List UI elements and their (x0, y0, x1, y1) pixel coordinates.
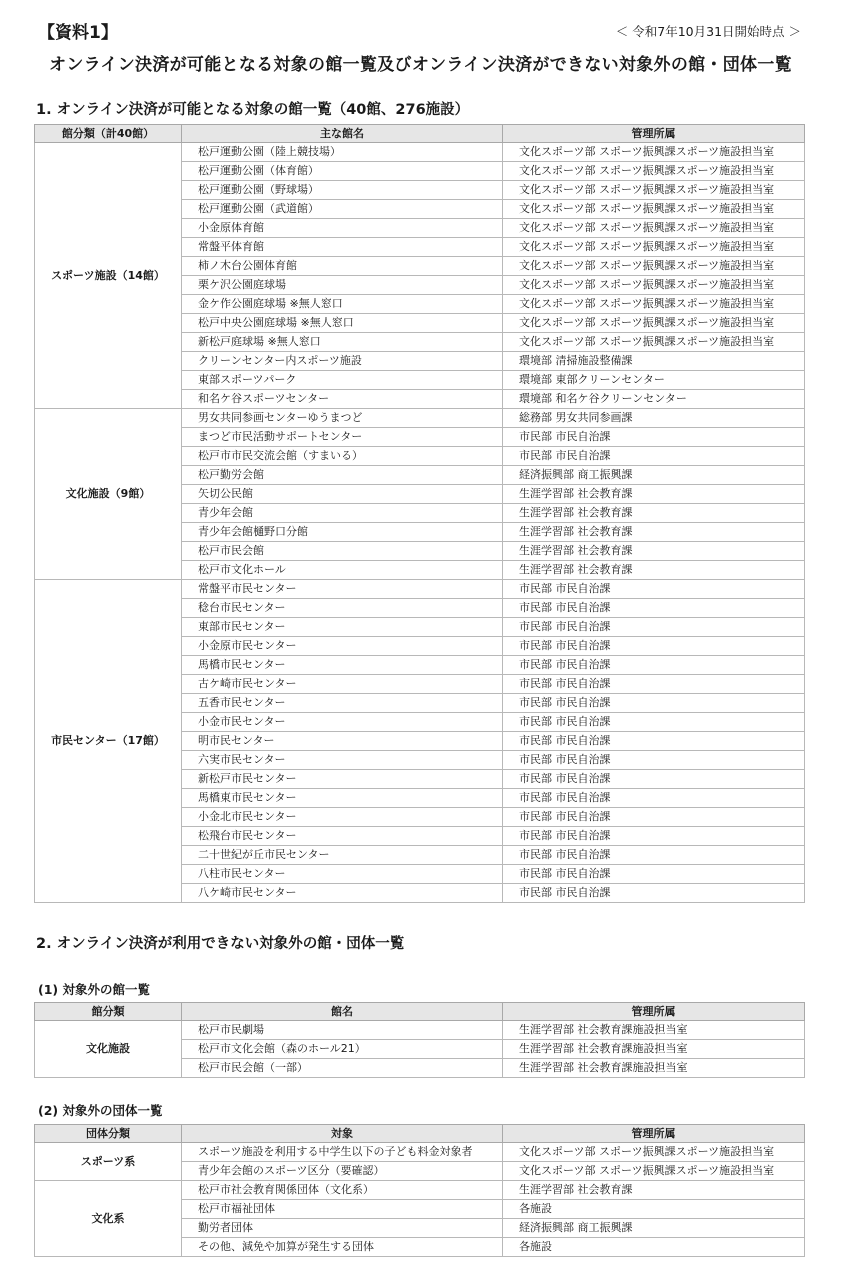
name-cell: 松戸市市民交流会館（すまいる） (182, 447, 503, 466)
name-cell: 青少年会館のスポーツ区分（要確認） (182, 1162, 503, 1181)
department-cell: 市民部 市民自治課 (503, 713, 805, 732)
department-cell: 文化スポーツ部 スポーツ振興課スポーツ施設担当室 (503, 238, 805, 257)
category-cell: 文化施設（9館） (35, 409, 182, 580)
department-cell: 文化スポーツ部 スポーツ振興課スポーツ施設担当室 (503, 276, 805, 295)
table-header-row (35, 1125, 805, 1143)
name-cell: まつど市民活動サポートセンター (182, 428, 503, 447)
category-cell: 文化系 (35, 1181, 182, 1257)
name-cell: 金ケ作公園庭球場 ※無人窓口 (182, 295, 503, 314)
department-cell: 市民部 市民自治課 (503, 656, 805, 675)
department-cell: 生涯学習部 社会教育課施設担当室 (503, 1021, 805, 1040)
name-cell: 二十世紀が丘市民センター (182, 846, 503, 865)
name-cell: 六実市民センター (182, 751, 503, 770)
department-cell: 各施設 (503, 1200, 805, 1219)
name-cell: 新松戸庭球場 ※無人窓口 (182, 333, 503, 352)
table-row (35, 409, 805, 428)
column-header: 管理所属 (503, 1003, 805, 1021)
department-cell: 生涯学習部 社会教育課 (503, 561, 805, 580)
name-cell: 松戸市文化ホール (182, 561, 503, 580)
department-cell: 生涯学習部 社会教育課 (503, 504, 805, 523)
name-cell: 和名ケ谷スポーツセンター (182, 390, 503, 409)
department-cell: 生涯学習部 社会教育課 (503, 485, 805, 504)
name-cell: 松戸市民劇場 (182, 1021, 503, 1040)
name-cell: 松戸運動公園（体育館） (182, 162, 503, 181)
category-cell: 市民センター（17館） (35, 580, 182, 903)
category-cell: スポーツ施設（14館） (35, 143, 182, 409)
name-cell: 松戸運動公園（陸上競技場） (182, 143, 503, 162)
name-cell: 松戸市民会館（一部） (182, 1059, 503, 1078)
department-cell: 生涯学習部 社会教育課施設担当室 (503, 1059, 805, 1078)
department-cell: 生涯学習部 社会教育課 (503, 1181, 805, 1200)
table-row (35, 143, 805, 162)
column-header: 主な館名 (182, 125, 503, 143)
department-cell: 文化スポーツ部 スポーツ振興課スポーツ施設担当室 (503, 181, 805, 200)
subsection-2-title: (2) 対象外の団体一覧 (38, 1103, 163, 1118)
department-cell: 市民部 市民自治課 (503, 732, 805, 751)
department-cell: 市民部 市民自治課 (503, 751, 805, 770)
name-cell: 五香市民センター (182, 694, 503, 713)
page-title: オンライン決済が可能となる対象の館一覧及びオンライン決済ができない対象外の館・団体一覧 (49, 55, 792, 75)
department-cell: 文化スポーツ部 スポーツ振興課スポーツ施設担当室 (503, 295, 805, 314)
department-cell: 市民部 市民自治課 (503, 580, 805, 599)
eligible-facilities-table (34, 124, 805, 903)
column-header: 館分類（計40館） (35, 125, 182, 143)
department-cell: 市民部 市民自治課 (503, 637, 805, 656)
document-label: 【資料1】 (38, 23, 118, 43)
department-cell: 環境部 和名ケ谷クリーンセンター (503, 390, 805, 409)
name-cell: 常盤平市民センター (182, 580, 503, 599)
name-cell: 稔台市民センター (182, 599, 503, 618)
table-row (35, 1143, 805, 1162)
section-1-title: 1. オンライン決済が可能となる対象の館一覧（40館、276施設） (36, 102, 470, 118)
department-cell: 文化スポーツ部 スポーツ振興課スポーツ施設担当室 (503, 333, 805, 352)
table-header-row (35, 125, 805, 143)
department-cell: 経済振興部 商工振興課 (503, 466, 805, 485)
name-cell: 柿ノ木台公園体育館 (182, 257, 503, 276)
column-header: 館分類 (35, 1003, 182, 1021)
name-cell: スポーツ施設を利用する中学生以下の子ども料金対象者 (182, 1143, 503, 1162)
department-cell: 文化スポーツ部 スポーツ振興課スポーツ施設担当室 (503, 314, 805, 333)
name-cell: 八柱市民センター (182, 865, 503, 884)
name-cell: 松戸中央公園庭球場 ※無人窓口 (182, 314, 503, 333)
name-cell: 八ケ崎市民センター (182, 884, 503, 903)
department-cell: 経済振興部 商工振興課 (503, 1219, 805, 1238)
name-cell: 松飛台市民センター (182, 827, 503, 846)
excluded-groups-table (34, 1124, 805, 1257)
name-cell: 松戸運動公園（野球場） (182, 181, 503, 200)
department-cell: 環境部 東部クリーンセンター (503, 371, 805, 390)
name-cell: 松戸勤労会館 (182, 466, 503, 485)
department-cell: 生涯学習部 社会教育課施設担当室 (503, 1040, 805, 1059)
department-cell: 文化スポーツ部 スポーツ振興課スポーツ施設担当室 (503, 143, 805, 162)
name-cell: 青少年会館 (182, 504, 503, 523)
category-cell: スポーツ系 (35, 1143, 182, 1181)
department-cell: 各施設 (503, 1238, 805, 1257)
name-cell: 東部市民センター (182, 618, 503, 637)
name-cell: 松戸市民会館 (182, 542, 503, 561)
department-cell: 市民部 市民自治課 (503, 447, 805, 466)
department-cell: 市民部 市民自治課 (503, 618, 805, 637)
name-cell: 馬橋市民センター (182, 656, 503, 675)
column-header: 管理所属 (503, 1125, 805, 1143)
excluded-facilities-table (34, 1002, 805, 1078)
column-header: 対象 (182, 1125, 503, 1143)
name-cell: 松戸運動公園（武道館） (182, 200, 503, 219)
department-cell: 市民部 市民自治課 (503, 846, 805, 865)
name-cell: 明市民センター (182, 732, 503, 751)
name-cell: 常盤平体育館 (182, 238, 503, 257)
table-row (35, 1181, 805, 1200)
department-cell: 文化スポーツ部 スポーツ振興課スポーツ施設担当室 (503, 219, 805, 238)
department-cell: 文化スポーツ部 スポーツ振興課スポーツ施設担当室 (503, 257, 805, 276)
department-cell: 文化スポーツ部 スポーツ振興課スポーツ施設担当室 (503, 1162, 805, 1181)
department-cell: 市民部 市民自治課 (503, 865, 805, 884)
name-cell: 矢切公民館 (182, 485, 503, 504)
department-cell: 市民部 市民自治課 (503, 428, 805, 447)
department-cell: 市民部 市民自治課 (503, 694, 805, 713)
department-cell: 生涯学習部 社会教育課 (503, 523, 805, 542)
table-row (35, 1021, 805, 1040)
name-cell: 栗ケ沢公園庭球場 (182, 276, 503, 295)
category-cell: 文化施設 (35, 1021, 182, 1078)
name-cell: 古ケ崎市民センター (182, 675, 503, 694)
name-cell: 小金原市民センター (182, 637, 503, 656)
column-header: 館名 (182, 1003, 503, 1021)
name-cell: 男女共同参画センターゆうまつど (182, 409, 503, 428)
department-cell: 環境部 清掃施設整備課 (503, 352, 805, 371)
department-cell: 生涯学習部 社会教育課 (503, 542, 805, 561)
effective-date: ＜ 令和7年10月31日開始時点 ＞ (615, 24, 801, 39)
subsection-1-title: (1) 対象外の館一覧 (38, 982, 150, 997)
name-cell: 松戸市社会教育関係団体（文化系） (182, 1181, 503, 1200)
department-cell: 市民部 市民自治課 (503, 770, 805, 789)
department-cell: 市民部 市民自治課 (503, 808, 805, 827)
name-cell: 小金市民センター (182, 713, 503, 732)
name-cell: 松戸市福祉団体 (182, 1200, 503, 1219)
name-cell: 小金北市民センター (182, 808, 503, 827)
name-cell: 青少年会館樋野口分館 (182, 523, 503, 542)
department-cell: 文化スポーツ部 スポーツ振興課スポーツ施設担当室 (503, 1143, 805, 1162)
section-2-title: 2. オンライン決済が利用できない対象外の館・団体一覧 (36, 936, 405, 952)
name-cell: 小金原体育館 (182, 219, 503, 238)
department-cell: 市民部 市民自治課 (503, 789, 805, 808)
column-header: 管理所属 (503, 125, 805, 143)
table-header-row (35, 1003, 805, 1021)
name-cell: 松戸市文化会館（森のホール21） (182, 1040, 503, 1059)
name-cell: クリーンセンター内スポーツ施設 (182, 352, 503, 371)
department-cell: 市民部 市民自治課 (503, 827, 805, 846)
name-cell: 勤労者団体 (182, 1219, 503, 1238)
department-cell: 市民部 市民自治課 (503, 884, 805, 903)
department-cell: 総務部 男女共同参画課 (503, 409, 805, 428)
column-header: 団体分類 (35, 1125, 182, 1143)
name-cell: その他、減免や加算が発生する団体 (182, 1238, 503, 1257)
name-cell: 東部スポーツパーク (182, 371, 503, 390)
name-cell: 馬橋東市民センター (182, 789, 503, 808)
department-cell: 市民部 市民自治課 (503, 599, 805, 618)
department-cell: 文化スポーツ部 スポーツ振興課スポーツ施設担当室 (503, 162, 805, 181)
name-cell: 新松戸市民センター (182, 770, 503, 789)
department-cell: 文化スポーツ部 スポーツ振興課スポーツ施設担当室 (503, 200, 805, 219)
table-row (35, 580, 805, 599)
department-cell: 市民部 市民自治課 (503, 675, 805, 694)
